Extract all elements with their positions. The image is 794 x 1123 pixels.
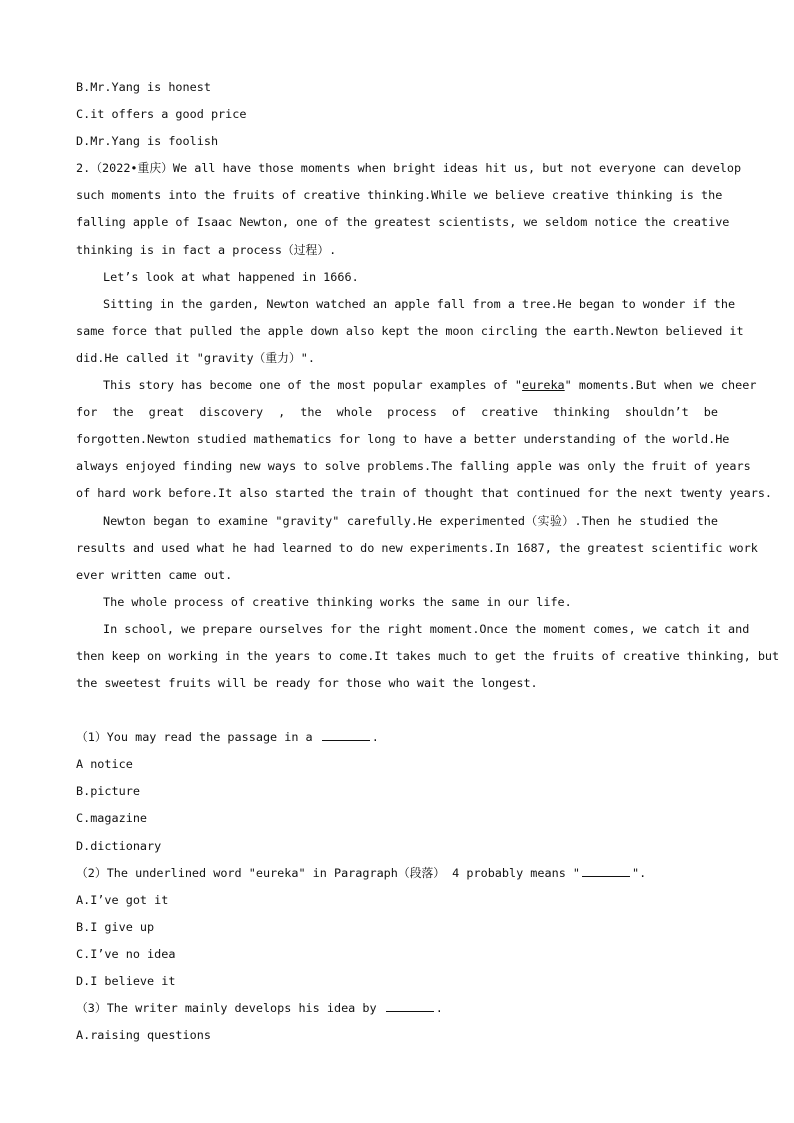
prev-option-b: B.Mr.Yang is honest bbox=[76, 80, 211, 94]
passage-p7-line-1: In school, we prepare ourselves for the right moment.Once the moment comes, we catch it and bbox=[103, 621, 750, 636]
question-source: （2022•重庆） bbox=[90, 161, 173, 176]
question-3-option-a: A.raising questions bbox=[76, 1028, 211, 1043]
passage-p1-line-2: such moments into the fruits of creative thinking.While we believe creative thinking is the bbox=[76, 188, 723, 203]
worksheet-page bbox=[76, 74, 780, 1049]
answer-blank bbox=[582, 865, 630, 877]
passage-p4-line-3: forgotten.Newton studied mathematics for long to have a better understanding of the world.He bbox=[76, 432, 730, 447]
passage-p5-line-3: ever written came out. bbox=[76, 567, 233, 582]
passage-p3-line-2: same force that pulled the apple down also kept the moon circling the earth.Newton believed it bbox=[76, 323, 744, 338]
question-2-option-b: B.I give up bbox=[76, 919, 155, 934]
question-2-option-d: D.I believe it bbox=[76, 974, 176, 988]
passage-p5-line-2: results and used what he had learned to do new experiments.In 1687, the greatest scientific work bbox=[76, 540, 758, 555]
passage-p4-line-2: for the great discovery , the whole process of creative thinking shouldn’t be bbox=[76, 405, 718, 420]
question-1-option-c: C.magazine bbox=[76, 811, 148, 826]
passage-p1-line-1: 2.（2022•重庆）We all have those moments when bright ideas hit us, but not everyone can develop bbox=[76, 161, 742, 176]
question-1-stem: （1）You may read the passage in a . bbox=[76, 730, 379, 745]
passage-p4-line-4: always enjoyed finding new ways to solve problems.The falling apple was only the fruit of years bbox=[76, 459, 751, 474]
answer-blank bbox=[386, 1000, 434, 1012]
passage-p7-line-2: then keep on working in the years to come.It takes much to get the fruits of creative thinking, but bbox=[76, 648, 780, 663]
question-number: 2. bbox=[76, 161, 91, 176]
question-2-stem: （2）The underlined word "eureka" in Paragraph（段落） 4 probably means " ". bbox=[76, 865, 647, 880]
passage-p4-line-1: This story has become one of the most popular examples of "eureka" moments.But when we cheer bbox=[103, 378, 757, 393]
question-2-option-c: C.I’ve no idea bbox=[76, 946, 176, 961]
passage-p7-line-3: the sweetest fruits will be ready for those who wait the longest. bbox=[76, 676, 538, 691]
question-3-stem: （3）The writer mainly develops his idea by . bbox=[76, 1001, 443, 1016]
underlined-word-eureka: eureka bbox=[522, 378, 565, 393]
passage-p1-line-3: falling apple of Isaac Newton, one of the greatest scientists, we seldom notice the creative bbox=[76, 215, 730, 230]
question-1-option-b: B.picture bbox=[76, 784, 140, 799]
question-2-option-a: A.I’ve got it bbox=[76, 892, 169, 907]
question-1-option-a: A notice bbox=[76, 757, 133, 772]
section-gap bbox=[76, 697, 718, 724]
passage-p3-line-1: Sitting in the garden, Newton watched an apple fall from a tree.He began to wonder if the bbox=[103, 296, 736, 311]
passage-p5-line-1: Newton began to examine "gravity" carefully.He experimented（实验）.Then he studied the bbox=[103, 513, 718, 528]
passage-p3-line-3: did.He called it "gravity（重力）". bbox=[76, 350, 315, 365]
passage-p6: The whole process of creative thinking works the same in our life. bbox=[103, 594, 572, 609]
question-1-option-d: D.dictionary bbox=[76, 838, 162, 853]
passage-p2: Let’s look at what happened in 1666. bbox=[103, 269, 359, 284]
answer-blank bbox=[322, 729, 370, 741]
passage-p1-line-4: thinking is in fact a process（过程）. bbox=[76, 242, 337, 257]
prev-option-c: C.it offers a good price bbox=[76, 107, 247, 122]
prev-option-d: D.Mr.Yang is foolish bbox=[76, 134, 219, 149]
passage-p4-line-5: of hard work before.It also started the train of thought that continued for the next twenty years. bbox=[76, 486, 773, 501]
